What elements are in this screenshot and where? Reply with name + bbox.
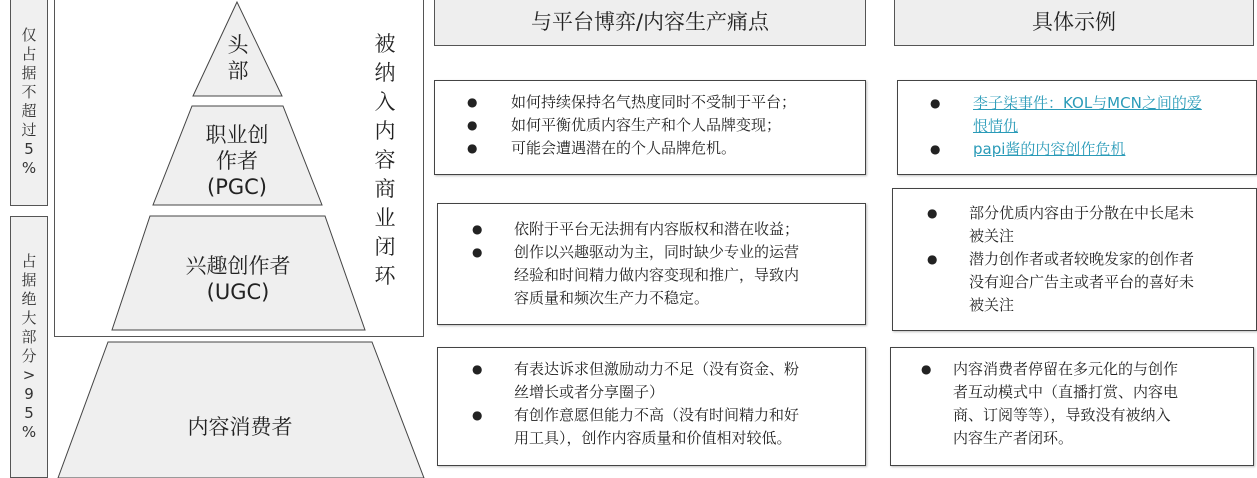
list-item: [435, 91, 865, 114]
tier-label-line: 内容消费者: [187, 415, 293, 439]
bullet-icon: ●: [930, 96, 941, 110]
list-item-text: 潜力创作者或者较晚发家的创作者: [969, 250, 1195, 268]
business-loop-char: 业: [374, 206, 396, 230]
business-loop-char: 容: [374, 148, 396, 172]
list-item: [891, 358, 1253, 450]
pain-box-consumer: [437, 347, 866, 466]
list-item-text: 依附于平台无法拥有内容版权和潜在收益；: [514, 220, 800, 238]
list-item: [438, 404, 865, 450]
example-link[interactable]: 李子柒事件：KOL与MCN之间的爱: [973, 94, 1202, 112]
example-box-consumer: [890, 347, 1254, 466]
share-label-top-char: 据: [21, 64, 37, 82]
business-loop-char: 纳: [374, 61, 396, 85]
examples-header: 具体示例: [894, 0, 1254, 46]
bullet-icon: ●: [467, 118, 478, 132]
list-item-text: 丝增长或者分享圈子）: [514, 383, 665, 401]
example-box-pgc: [892, 188, 1257, 331]
share-label-bottom-char: 绝: [21, 290, 37, 308]
share-label-top-char: 仅: [21, 26, 37, 44]
list-item-text: 如何持续保持名气热度同时不受制于平台；: [511, 93, 797, 111]
tier-head-label: [200, 28, 276, 88]
tier-label-line: 部: [227, 59, 249, 83]
share-label-bottom-char: 5: [24, 404, 34, 422]
share-label-top-char: 不: [21, 83, 37, 101]
list-item-text: 内容生产者闭环。: [953, 429, 1074, 447]
business-loop-label: [372, 30, 398, 291]
list-item-text: 创作以兴趣驱动为主，同时缺少专业的运营: [514, 243, 800, 261]
tier-label-line: 作者: [216, 149, 258, 173]
share-label-bottom-char: 部: [21, 328, 37, 346]
share-label-bottom-char: 9: [24, 385, 34, 403]
list-item-text: 没有迎合广告主或者平台的喜好未: [969, 273, 1195, 291]
bullet-icon: ●: [472, 222, 483, 236]
list-item-text: 可能会遭遇潜在的个人品牌危机。: [511, 139, 737, 157]
list-item: [893, 248, 1256, 317]
pain-box-head: [434, 80, 866, 175]
bullet-icon: ●: [930, 142, 941, 156]
share-label-bottom-char: %: [21, 423, 37, 441]
list-item: [893, 202, 1256, 248]
share-label-bottom-char: 据: [21, 271, 37, 289]
tier-consumer-label: [150, 410, 330, 444]
share-label-bottom-char: 大: [21, 309, 37, 327]
pain-box-pgc: [437, 203, 866, 325]
bullet-icon: ●: [467, 141, 478, 155]
example-link[interactable]: 恨情仇: [973, 117, 1019, 135]
list-item: [435, 137, 865, 160]
bullet-icon: ●: [927, 252, 938, 266]
list-item-text: 内容消费者停留在多元化的与创作: [953, 360, 1179, 378]
list-item-text: 有表达诉求但激励动力不足（没有资金、粉: [514, 360, 800, 378]
bullet-icon: ●: [467, 95, 478, 109]
tier-label-line: (UGC): [206, 280, 270, 304]
list-item: [435, 114, 865, 137]
share-label-bottom-char: 占: [21, 252, 37, 270]
list-item-text: 如何平衡优质内容生产和个人品牌变现；: [511, 116, 782, 134]
tier-pgc-label: [176, 118, 298, 204]
list-item-text: 者互动模式中（直播打赏、内容电: [953, 383, 1179, 401]
list-item-text: 被关注: [969, 227, 1015, 245]
list-item: [438, 218, 865, 241]
tier-label-line: 兴趣创作者: [185, 254, 291, 278]
tier-label-line: (PGC): [207, 175, 267, 199]
tier-label-line: 职业创: [205, 123, 269, 147]
tier-ugc-label: [160, 248, 316, 310]
share-label-bottom-char: 分: [21, 347, 37, 365]
list-item[interactable]: [898, 138, 1256, 161]
bullet-icon: ●: [472, 245, 483, 259]
business-loop-char: 商: [374, 177, 396, 201]
bullet-icon: ●: [472, 362, 483, 376]
share-label-top-char: 过: [21, 121, 37, 139]
bullet-icon: ●: [927, 206, 938, 220]
list-item: [438, 358, 865, 404]
example-box-head: [897, 80, 1257, 175]
list-item-text: 有创作意愿但能力不高（没有时间精力和好: [514, 406, 800, 424]
business-loop-char: 环: [374, 264, 396, 288]
list-item-text: 商、订阅等等），导致没有被纳入: [953, 406, 1171, 424]
share-label-top-char: 超: [21, 102, 37, 120]
pain-points-header: 与平台博弈/内容生产痛点: [434, 0, 866, 46]
list-item[interactable]: [898, 92, 1256, 138]
share-label-bottom-char: >: [22, 366, 36, 384]
bullet-icon: ●: [472, 408, 483, 422]
bullet-icon: ●: [921, 362, 932, 376]
share-label-top-char: %: [21, 159, 37, 177]
list-item-text: 部分优质内容由于分散在中长尾未: [969, 204, 1195, 222]
share-label-top-char: 5: [24, 140, 34, 158]
business-loop-char: 内: [374, 119, 396, 143]
list-item-text: 经验和时间精力做内容变现和推广，导致内: [514, 266, 800, 284]
list-item-text: 被关注: [969, 296, 1015, 314]
example-link[interactable]: papi酱的内容创作危机: [973, 140, 1126, 158]
tier-label-line: 头: [227, 33, 249, 57]
business-loop-char: 闭: [374, 235, 396, 259]
business-loop-char: 被: [374, 32, 396, 56]
share-label-top-char: 占: [21, 45, 37, 63]
list-item-text: 用工具），创作内容质量和价值相对较低。: [514, 429, 792, 447]
list-item-text: 容质量和频次生产力不稳定。: [514, 289, 710, 307]
list-item: [438, 241, 865, 310]
business-loop-char: 入: [374, 90, 396, 114]
